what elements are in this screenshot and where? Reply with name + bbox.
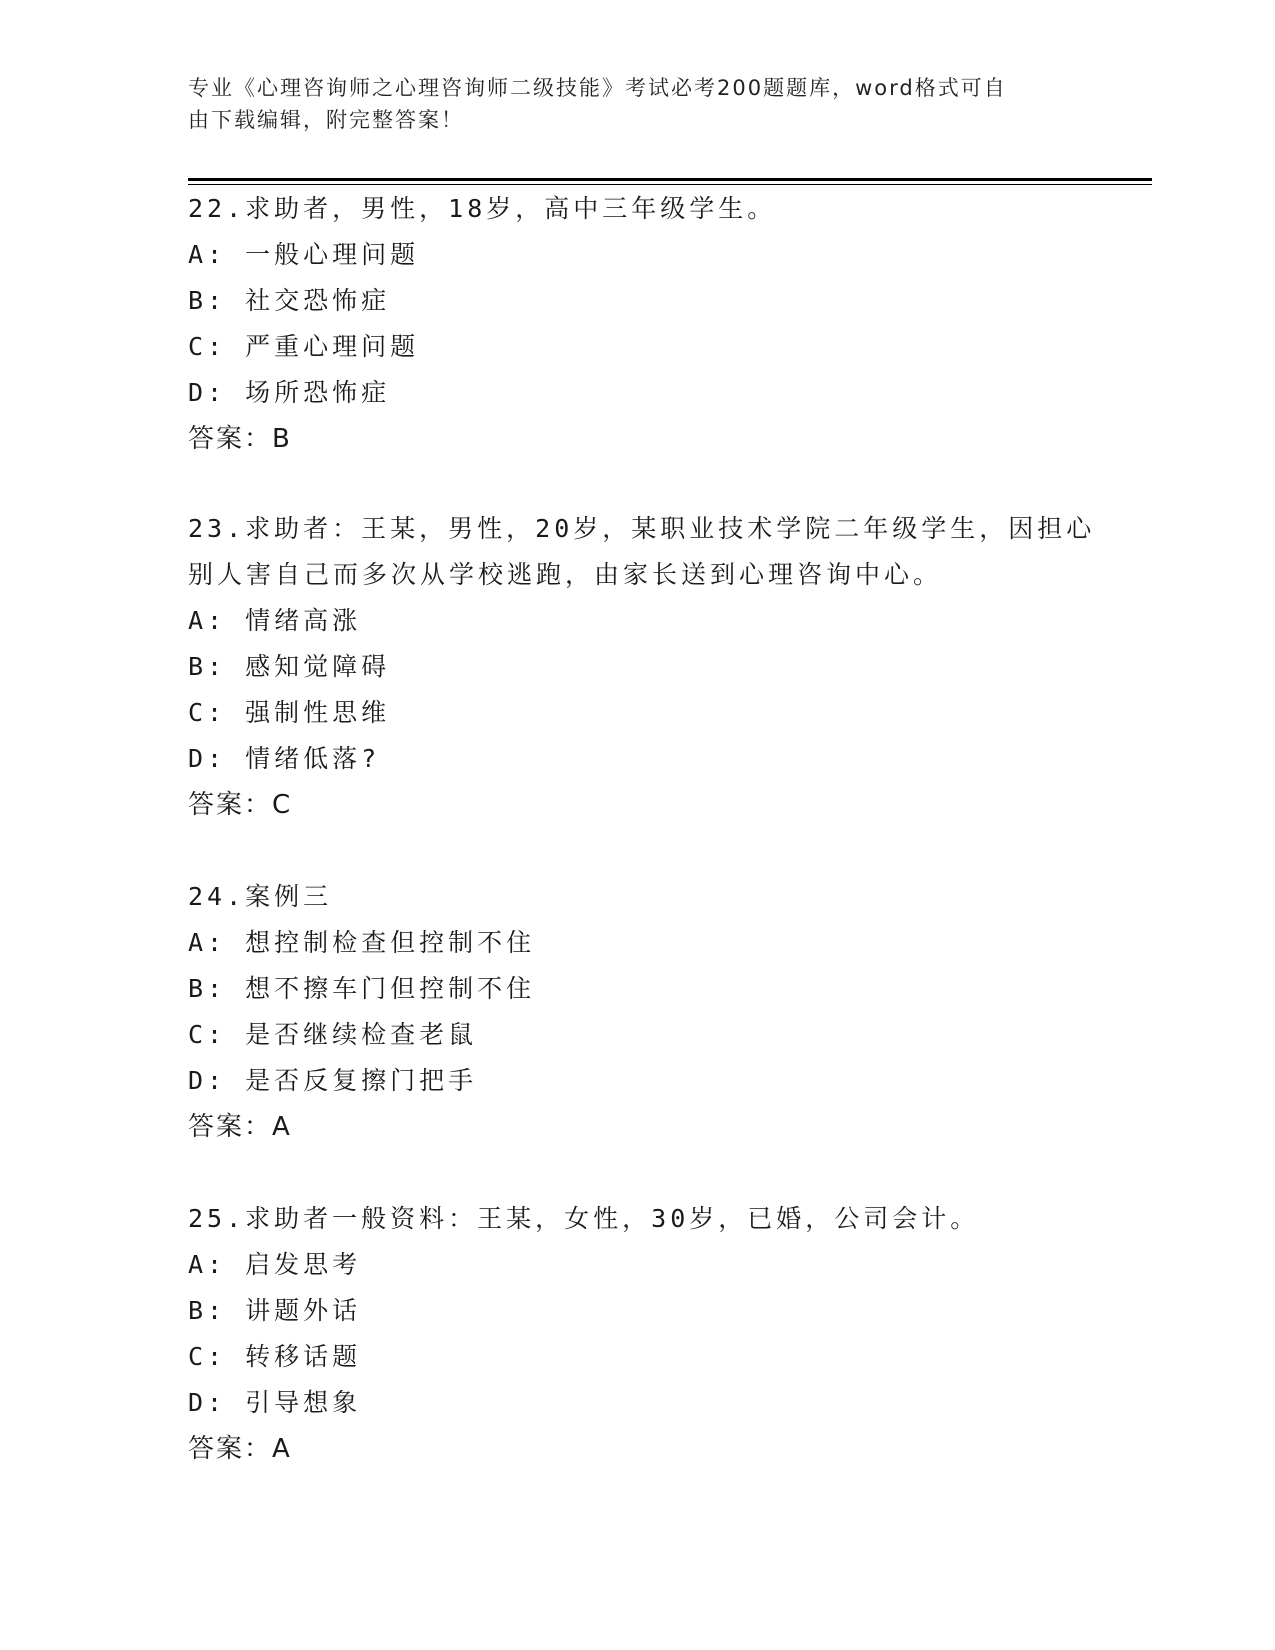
option-text: 引导想象 — [245, 1388, 362, 1417]
option-letter: D: — [188, 1388, 227, 1417]
option-c[interactable] — [188, 324, 1088, 370]
option-c[interactable] — [188, 1012, 1088, 1058]
option-letter: B: — [188, 652, 227, 681]
header-line-1: 专业《心理咨询师之心理咨询师二级技能》考试必考200题题库，word格式可自 — [188, 76, 1007, 100]
option-letter: A: — [188, 928, 227, 957]
question-23 — [188, 506, 1096, 828]
option-text: 想不擦车门但控制不住 — [245, 974, 536, 1003]
option-d[interactable] — [188, 370, 1088, 416]
option-c[interactable] — [188, 690, 1088, 736]
option-a[interactable] — [188, 232, 1088, 278]
option-d[interactable] — [188, 736, 1088, 782]
answer-line: 答案：A — [188, 1112, 292, 1142]
question-stem: 22.求助者，男性，18岁，高中三年级学生。 — [188, 194, 777, 223]
option-text: 是否继续检查老鼠 — [245, 1020, 478, 1049]
option-text: 讲题外话 — [245, 1296, 362, 1325]
header-divider-thin — [188, 184, 1152, 185]
option-letter: D: — [188, 1066, 227, 1095]
document-header — [188, 72, 1078, 136]
question-stem-continued: 别人害自己而多次从学校逃跑，由家长送到心理咨询中心。 — [188, 560, 943, 589]
option-d[interactable] — [188, 1058, 1088, 1104]
option-letter: B: — [188, 974, 227, 1003]
option-text: 社交恐怖症 — [245, 286, 391, 315]
option-text: 场所恐怖症 — [245, 378, 391, 407]
option-a[interactable] — [188, 920, 1088, 966]
option-a[interactable] — [188, 598, 1088, 644]
option-letter: C: — [188, 698, 227, 727]
option-letter: A: — [188, 606, 227, 635]
question-24 — [188, 874, 1088, 1150]
option-letter: D: — [188, 744, 227, 773]
option-letter: A: — [188, 1250, 227, 1279]
option-text: 感知觉障碍 — [245, 652, 391, 681]
option-letter: B: — [188, 1296, 227, 1325]
option-d[interactable] — [188, 1380, 1088, 1426]
option-text: 严重心理问题 — [245, 332, 420, 361]
option-b[interactable] — [188, 966, 1088, 1012]
option-letter: D: — [188, 378, 227, 407]
option-letter: C: — [188, 1342, 227, 1371]
question-stem: 24.案例三 — [188, 882, 333, 911]
option-b[interactable] — [188, 644, 1088, 690]
option-text: 转移话题 — [245, 1342, 362, 1371]
question-25 — [188, 1196, 1088, 1472]
answer-line: 答案：A — [188, 1434, 292, 1464]
option-text: 想控制检查但控制不住 — [245, 928, 536, 957]
option-text: 情绪高涨 — [245, 606, 362, 635]
option-letter: A: — [188, 240, 227, 269]
option-b[interactable] — [188, 1288, 1088, 1334]
option-c[interactable] — [188, 1334, 1088, 1380]
question-stem: 23.求助者：王某，男性，20岁，某职业技术学院二年级学生，因担心 — [188, 514, 1096, 543]
option-text: 启发思考 — [245, 1250, 362, 1279]
answer-line: 答案：C — [188, 790, 293, 820]
question-22 — [188, 186, 1088, 462]
option-text: 强制性思维 — [245, 698, 391, 727]
option-text: 是否反复擦门把手 — [245, 1066, 478, 1095]
option-letter: C: — [188, 1020, 227, 1049]
header-divider-thick — [188, 178, 1152, 181]
option-text: 情绪低落? — [245, 744, 381, 773]
option-a[interactable] — [188, 1242, 1088, 1288]
answer-line: 答案：B — [188, 424, 292, 454]
option-text: 一般心理问题 — [245, 240, 420, 269]
option-letter: B: — [188, 286, 227, 315]
question-stem: 25.求助者一般资料：王某，女性，30岁，已婚，公司会计。 — [188, 1204, 980, 1233]
header-line-2: 由下载编辑，附完整答案！ — [188, 108, 464, 132]
option-b[interactable] — [188, 278, 1088, 324]
option-letter: C: — [188, 332, 227, 361]
